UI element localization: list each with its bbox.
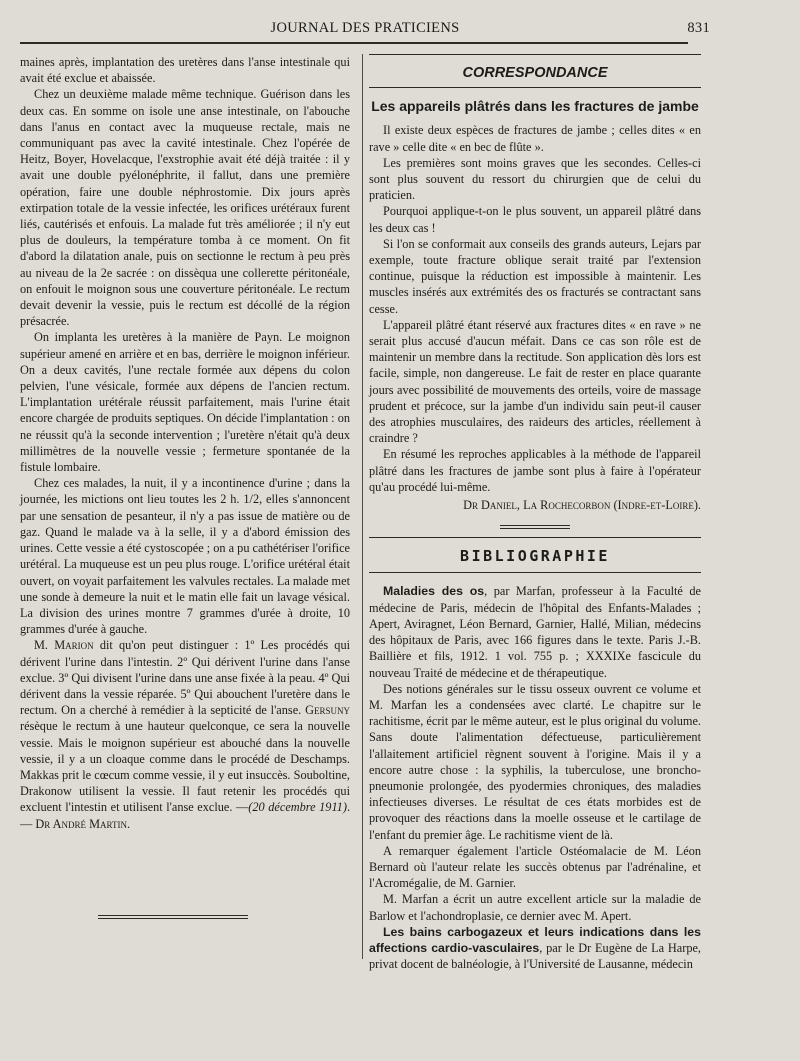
signature xyxy=(369,497,701,513)
section-title: CORRESPONDANCE xyxy=(462,65,608,81)
section-rule xyxy=(369,537,701,538)
paragraph: Les premières sont moins graves que les secondes. Celles-ci sont plus souvent du ressort du chirurgien que de celui du praticien. xyxy=(369,155,701,203)
section-rule xyxy=(369,572,701,573)
paragraph: Chez un deuxième malade même technique. Guérison dans les deux cas. En somme on isole une anse intestinale, on l'abouche dans l'anus en contact avec la muqueuse rectale, mais ne communiquant pas avec la cavité intestinale. Chez l'opérée de Heitz, Boyer, Hovelacque, l'exstrophie avait été déjà traitée : il y avait une double pyélonéphrite, il fallut, dans une première opération, faire une double néphrostomie. Dix jours après extirpation totale de la vessie infectée, les orifices urétéraux furent liés, cautérisés et enfouis. La malade fut très améliorée ; il n'y eut plus de douleurs, la température tomba à ce moment. On fit d'abord la dilatation anale, puis on sectionne le rectum à peu près au niveau de la 2e sacrée : on dissèqua une collerette péritonéale, on enfouit le moignon sous une couverture péritonéale. Le rectum devait devenir la vessie, puis le rectum est décollé de la région présacrée. xyxy=(20,87,350,329)
paragraph: Des notions générales sur le tissu osseux ouvrent ce volume et M. Marfan les a condensées avec clarté. Le chapitre sur le rachitisme, écrit par le même auteur, est le plus original du volume. Sans doute l'alimentation défectueuse, particulièrement l'allaitement artificiel règnent souvent à l'origine. Mais il y a encore autre chose : la syphilis, la tuberculose, une broncho-pneumonie prolongée, des pyodermies chroniques, des maladies infectieuses diverses. Le résultat de ces états morbides est de provoquer des réactions dans la moelle osseuse et le cartilage de l'enfant du premier âge. Le rachitisme vient de là. xyxy=(369,681,701,842)
paragraph: A remarquer également l'article Ostéomalacie de M. Léon Bernard où l'auteur relate les succès obtenus par l'adrénaline, et l'Acromégalie, de M. Garnier. xyxy=(369,843,701,891)
spacer xyxy=(369,529,701,537)
column-divider xyxy=(362,54,363,959)
page-header xyxy=(20,20,710,40)
left-column xyxy=(20,54,350,832)
paragraph xyxy=(369,924,701,973)
author-name: Gersuny xyxy=(305,703,350,718)
paragraph: Pourquoi applique-t-on le plus souvent, un appareil plâtré dans les deux cas ! xyxy=(369,204,701,235)
paragraph: L'appareil plâtré étant réservé aux fractures dites « en rave » ne serait plus accusé d'aucun méfait. Dans ce cas son rôle est de maintenir un membre dans la rectitude. Son application dès lors est facile, simple, non dangereuse. Le fait de rester en place quarante jours avec possibilité de mouvements des orteils, voire de massage prudent et précoce, sur la jambe d'un individu sain peut-il causer des atrophies musculaires, des raideurs des articles, réellement à craindre ? xyxy=(369,317,701,446)
spacer xyxy=(369,513,701,525)
section-rule xyxy=(369,87,701,88)
header-rule xyxy=(20,42,688,44)
date: (20 décembre 1911) xyxy=(248,800,347,815)
paragraph: Si l'on se conformait aux conseils des grands auteurs, Lejars par exemple, toute fracture oblique serait traité par l'extension continue, puisque la réduction est impossible à maintenir. Les muscles insérés aux extrémités des os fracturés se contractant sans cesse. xyxy=(369,236,701,316)
paragraph xyxy=(20,637,350,831)
right-column xyxy=(369,54,701,972)
article-title: Les appareils plâtrés dans les fractures de jambe xyxy=(371,98,699,115)
paragraph: On implanta les uretères à la manière de Payn. Le moignon supérieur amené en arrière et en bas, derrière le moignon inférieur. On a deux cavités, l'une rectale formée aux dépens du colon pelvien, l'une vésicale, formée aux dépens de l'ancien rectum. L'implantation urétérale réussit parfaitement, mais l'urine était encore chargée de produits septiques. On décide l'implantation : on ne réussit qu'à la seconde intervention ; l'uretère n'était qu'à deux millimètres de la nouvelle vessie ; fermeture spontanée de la fistule lombaire. xyxy=(20,330,350,475)
paragraph: maines après, implantation des uretères dans l'anse intestinale qui avait été exclue et abaissée. xyxy=(20,55,350,86)
journal-title: JOURNAL DES PRATICIENS xyxy=(270,20,460,36)
text-run: résèque le rectum à une hauteur quelconque, ce sera la nouvelle vessie. Mais le moignon supérieur est abouché dans la nouvelle vessie, il y a un cloaque comme dans le procédé de Deschamps. Makkas prit le cœcum comme vessie, il y eut insuccès. Souboltine, Drakonow utilisent la vessie. Il faut retenir les procédés qui excluent l'intestin et utilisent l'anse exclue. — xyxy=(20,719,350,815)
signature: . — Dr André Martin. xyxy=(20,800,351,831)
section-rule xyxy=(369,54,701,55)
bibliography-heading: BIBLIOGRAPHIE xyxy=(460,547,610,566)
paragraph: En résumé les reproches applicables à la méthode de l'appareil plâtré dans les fractures de jambe sont plus à faire à l'opérateur qu'au procédé lui-même. xyxy=(369,447,701,494)
text-run: , par Marfan, professeur à la Faculté de médecine de Paris, médecin de l'hôpital des Enfants-Malades ; Apert, Aviragnet, Léon Bernard, Garnier, Hallé, Milian, médecins des hôpitaux de Paris, avec 166 figures dans le texte. Paris J.-B. Baillière et fils, 1912. 1 vol. 755 p. ; XXXIXe fascicule du nouveau Traité de médecine et de thérapeutique. xyxy=(369,584,701,680)
paragraph xyxy=(369,583,701,680)
text-run: dit qu'on peut distinguer : 1º Les procédés qui dérivent l'urine dans l'intestin. 2º Qui dérivent l'urine dans l'anse exclue. 3º Qui divisent l'urine dans une anse fixée à la peau. 4º Qui dérivent dans la vessie réparée. 5º Qui abouchent l'uretère dans le rectum. On a cherché à remédier à la septicité de l'anse. xyxy=(20,638,351,718)
book-title: Les bains carbogazeux et leurs indications dans les affections cardio-vasculaires xyxy=(369,924,701,955)
paragraph: Il existe deux espèces de fractures de jambe ; celles dites « en rave » celle dite « en bec de flûte ». xyxy=(369,123,701,154)
paragraph: Chez ces malades, la nuit, il y a incontinence d'urine ; dans la journée, les mictions ont lieu toutes les 2 h. 1/2, elles s'annoncent par une sensation de pesanteur, il n'y a pas issue de matière ou de gaz. Quand le malade va à la selle, il y a d'abord émission des urines. Cette vessie a été cystoscopée ; on a pu cathétériser l'orifice urétéral. La muqueuse est un peu plus rouge. L'orifice urétéral était ouvert, on voyait parfaitement les valvules rectales. La malade met une sonde à demeure la nuit et le matin elle fait un lavage vésical. La division des urines montre 7 grammes d'urée à droite, 10 grammes d'urée à gauche. xyxy=(20,476,350,637)
author-name: M. Marion xyxy=(34,638,94,653)
paragraph: M. Marfan a écrit un autre excellent article sur la maladie de Barlow et l'achondroplasie, ce dernier avec M. Apert. xyxy=(369,892,701,923)
end-rules xyxy=(98,915,248,921)
signature-text: Dr Daniel, La Rochecorbon (Indre-et-Loire). xyxy=(463,498,701,513)
book-title: Maladies des os xyxy=(383,584,485,599)
text-run: , par le Dr Eugène de La Harpe, privat docent de balnéologie, à l'Université de Lausanne, médecin xyxy=(369,940,702,972)
page-number: 831 xyxy=(687,20,710,36)
